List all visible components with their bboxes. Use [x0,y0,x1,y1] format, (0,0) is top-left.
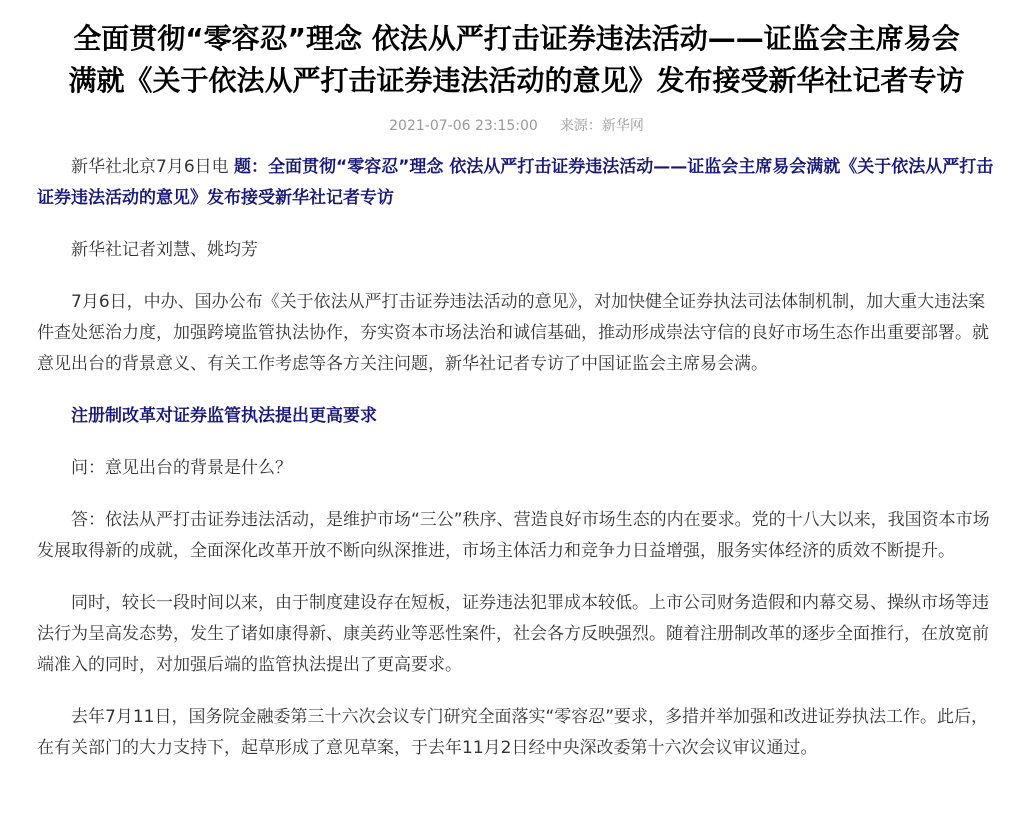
article-title [37,0,996,102]
paragraph-history: 去年7月11日，国务院金融委第三十六次会议专门研究全面落实“零容忍”要求，多措并举加强和改进证券执法工作。此后，在有关部门的大力支持下，起草形成了意见草案，于去年11月2日经中央深改委第十六次会议审议通过。 [37,707,989,758]
article-title-line2: 满就《关于依法从严打击证券违法活动的意见》发布接受新华社记者专访 [68,64,965,97]
lead-title: 题：全面贯彻“零容忍”理念 依法从严打击证券违法活动——证监会主席易会满就《关于依法从严打击证券违法活动的意见》发布接受新华社记者专访 [37,157,994,208]
paragraph-background: 同时，较长一段时间以来，由于制度建设存在短板，证券违法犯罪成本较低。上市公司财务造假和内幕交易、操纵市场等违法行为呈高发态势，发生了诸如康得新、康美药业等恶性案件，社会各方反映强烈。随着注册制改革的逐步全面推行，在放宽前端准入的同时，对加强后端的监管执法提出了更高要求。 [37,593,989,675]
question-paragraph: 问：意见出台的背景是什么？ [71,458,292,478]
article-meta [37,116,996,136]
article-title-line1: 全面贯彻“零容忍”理念 依法从严打击证券违法活动——证监会主席易会 [73,22,960,55]
reporters-byline: 新华社记者刘慧、姚均芳 [71,240,258,260]
source-link[interactable]: 新华网 [601,118,644,134]
paragraph-intro: 7月6日，中办、国办公布《关于依法从严打击证券违法活动的意见》，对加快健全证券执法司法体制机制，加大重大违法案件查处惩治力度，加强跨境监管执法协作，夯实资本市场法治和诚信基础，推动形成崇法守信的良好市场生态作出重要部署。就意见出台的背景意义、有关工作考虑等各方关注问题，新华社记者专访了中国证监会主席易会满。 [37,292,989,374]
dateline: 新华社北京7月6日电 [71,157,229,177]
section-subheading: 注册制改革对证券监管执法提出更高要求 [71,406,377,426]
source-label: 来源： [559,118,602,134]
lead-paragraph [37,152,996,214]
publish-date: 2021-07-06 23:15:00 [389,118,538,134]
article-body [37,152,996,764]
answer-paragraph: 答：依法从严打击证券违法活动，是维护市场“三公”秩序、营造良好市场生态的内在要求。党的十八大以来，我国资本市场发展取得新的成就，全面深化改革开放不断向纵深推进，市场主体活力和竞争力日益增强，服务实体经济的质效不断提升。 [37,510,990,561]
